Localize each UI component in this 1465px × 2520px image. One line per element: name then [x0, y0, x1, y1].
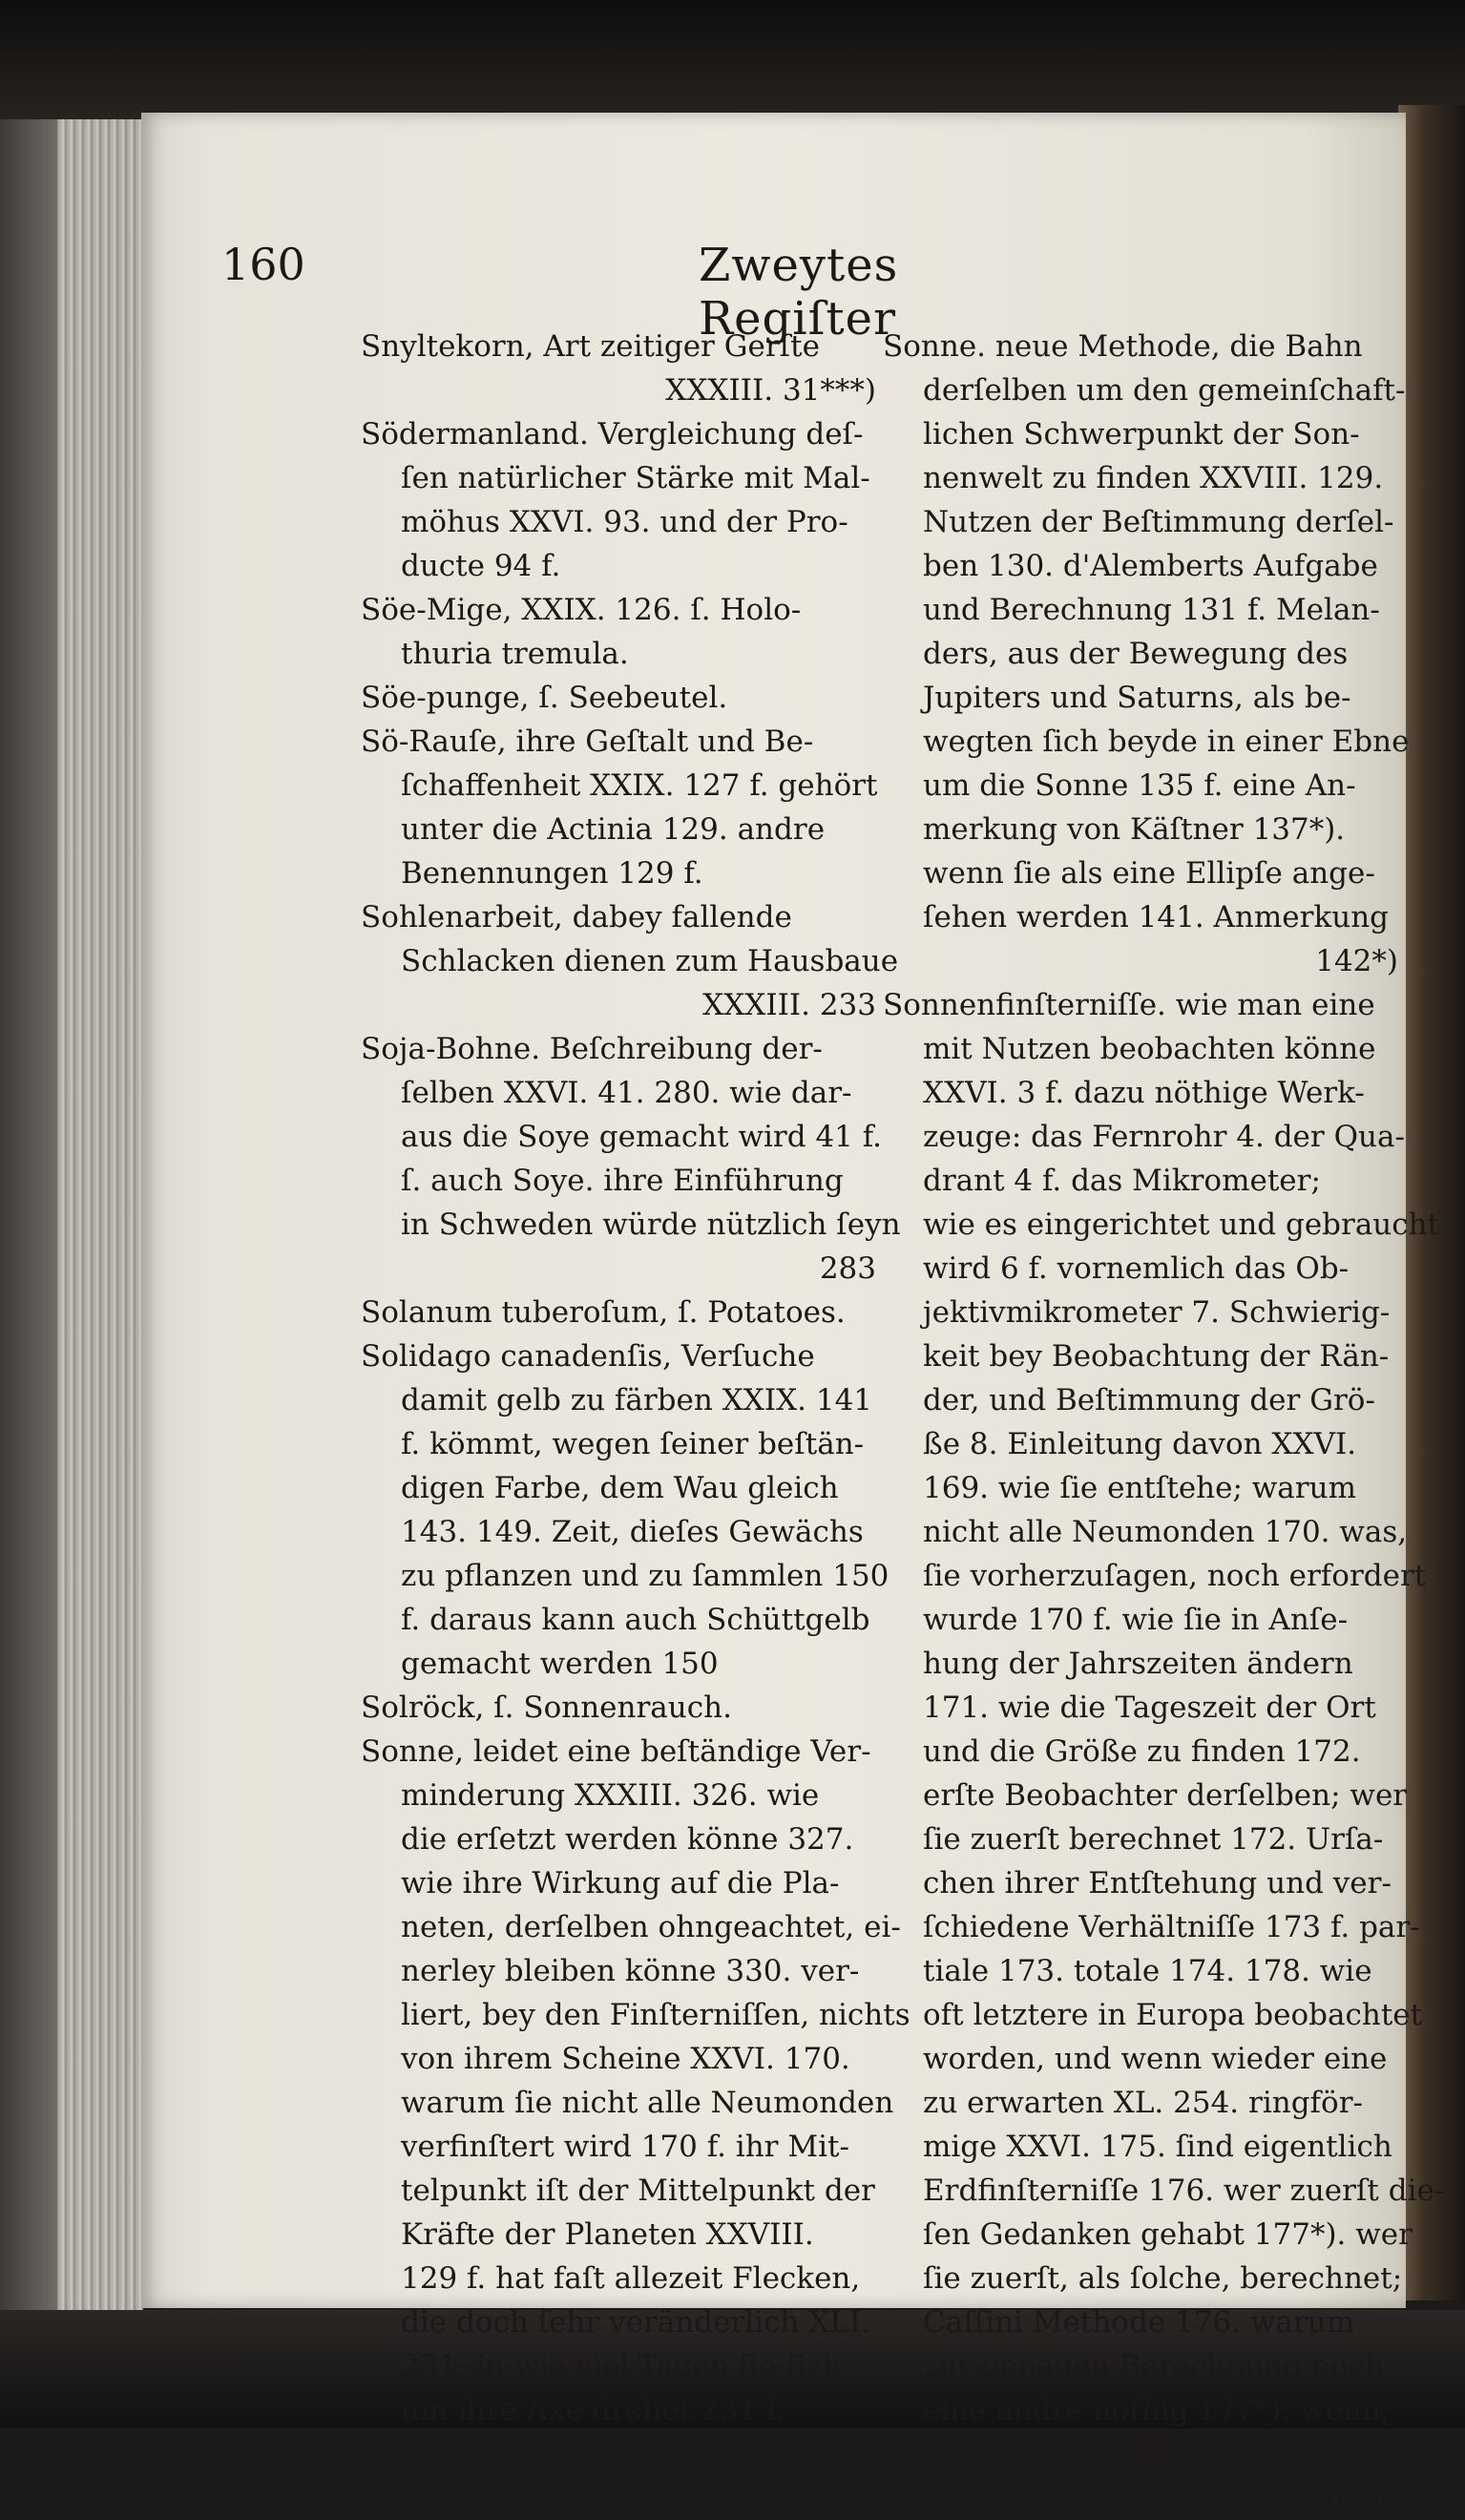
index-entry-start: Soja-Bohne. Beſchreibung der-: [361, 1032, 823, 1066]
index-entry-line: 171. wie die Tageszeit der Ort: [923, 1690, 1376, 1725]
index-entry-line: ſie zuerſt, als ſolche, berechnet;: [923, 2261, 1403, 2296]
index-column-left: [361, 325, 910, 2432]
index-entry-line: drant 4 f. das Mikrometer;: [923, 1164, 1321, 1198]
index-entry-line: ben 130. d'Alemberts Aufgabe: [923, 549, 1378, 583]
index-entry-line: Jupiters und Saturns, als be-: [923, 681, 1351, 715]
index-entry-line: zu pflanzen und zu ſammlen 150: [401, 1559, 889, 1593]
index-entry-start: Södermanland. Vergleichung deſ-: [361, 417, 864, 452]
index-entry-line: f. daraus kann auch Schüttgelb: [401, 1603, 870, 1637]
index-entry-line: worden, und wenn wieder eine: [923, 2042, 1388, 2076]
index-entry-line: um die Sonne 135 f. eine An-: [923, 768, 1356, 803]
index-entry-line: unter die Actinia 129. andre: [401, 812, 826, 847]
index-entry-line: zur genauen Berechnung noch: [923, 2349, 1384, 2384]
index-entry-line: Schlacken dienen zum Hausbaue: [401, 944, 899, 978]
index-entry-line: 143. 149. Zeit, dieſes Gewächs: [401, 1515, 864, 1549]
index-entry-start: Solanum tuberoſum, ſ. Potatoes.: [361, 1295, 846, 1330]
index-entry-line: ders, aus der Bewegung des: [923, 637, 1349, 671]
running-title: Zweytes Regiſter: [699, 239, 899, 346]
index-entry-line: Caſſini Methode 176. warum: [923, 2305, 1355, 2340]
index-entry-line: lichen Schwerpunkt der Son-: [923, 417, 1360, 452]
index-entry-line: nerley bleiben könne 330. ver-: [401, 1954, 860, 1988]
index-entry-line: ſen natürlicher Stärke mit Mal-: [401, 461, 870, 495]
index-entry-line: ſchaffenheit XXIX. 127 f. gehört: [401, 768, 878, 803]
index-entry-line: Nutzen der Beſtimmung derſel-: [923, 505, 1394, 539]
index-entry-line: keit bey Beobachtung der Rän-: [923, 1339, 1390, 1374]
index-entry-line: XXXIII. 233: [702, 988, 876, 1022]
index-entry-line: nicht alle Neumonden 170. was,: [923, 1515, 1408, 1549]
index-entry-start: Sonne, leidet eine beſtändige Ver-: [361, 1734, 871, 1769]
index-entry-line: zeuge: das Fernrohr 4. der Qua-: [923, 1120, 1405, 1154]
index-entry-line: aus die Soye gemacht wird 41 f.: [401, 1120, 882, 1154]
index-entry-line: merkung von Käſtner 137*).: [923, 812, 1346, 847]
index-entry-line: die erſetzt werden könne 327.: [401, 1822, 854, 1857]
index-entry-line: 129 f. hat faſt allezeit Flecken,: [401, 2261, 861, 2296]
index-entry-line: minderung XXXIII. 326. wie: [401, 1778, 820, 1813]
index-entry-start: Sonnenfinſterniſſe. wie man eine: [883, 988, 1375, 1022]
index-entry-start: Solidago canadenſis, Verſuche: [361, 1339, 815, 1374]
index-entry-line: derſelben um den gemeinſchaft-: [923, 373, 1406, 408]
index-entry-start: Sö-Rauſe, ihre Geſtalt und Be-: [361, 724, 814, 759]
index-entry-start: Snyltekorn, Art zeitiger Gerſte: [361, 329, 820, 364]
index-entry-line: ſen Gedanken gehabt 177*). wer: [923, 2217, 1413, 2252]
index-entry-line: wurde 170 f. wie ſie in Anſe-: [923, 1603, 1349, 1637]
index-entry-line: Kräfte der Planeten XXVIII.: [401, 2217, 814, 2252]
index-entry-line: die doch ſehr veränderlich XLI.: [401, 2305, 871, 2340]
index-entry-line: erſte Beobachter derſelben; wer: [923, 1778, 1408, 1813]
index-entry-line: tiale 173. totale 174. 178. wie: [923, 1954, 1372, 1988]
index-entry-line: ſ. auch Soye. ihre Einführung: [401, 1164, 844, 1198]
index-entry-start: Söe-punge, ſ. Seebeutel.: [361, 681, 728, 715]
index-entry-line: telpunkt iſt der Mittelpunkt der: [401, 2174, 875, 2208]
index-entry-line: f. kömmt, wegen ſeiner beſtän-: [401, 1427, 865, 1461]
page-header: [221, 239, 1014, 346]
index-entry-line: ſie zuerſt berechnet 172. Urſa-: [923, 1822, 1384, 1857]
index-entry-line: neten, derſelben ohngeachtet, ei-: [401, 1910, 901, 1944]
index-entry-line: wird 6 f. vornemlich das Ob-: [923, 1251, 1350, 1286]
index-entry-line: verfinſtert wird 170 f. ihr Mit-: [401, 2130, 849, 2164]
index-entry-line: 169. wie ſie entſtehe; warum: [923, 1471, 1356, 1505]
index-entry-line: und Berechnung 131 f. Melan-: [923, 593, 1380, 627]
index-entry-line: XXVI. 3 f. dazu nöthige Werk-: [923, 1076, 1365, 1110]
index-entry-line: mit Nutzen beobachten könne: [923, 1032, 1376, 1066]
index-entry-line: thuria tremula.: [401, 637, 629, 671]
index-entry-line: möhus XXVI. 93. und der Pro-: [401, 505, 848, 539]
index-entry-line: ße 8. Einleitung davon XXVI.: [923, 1427, 1357, 1461]
index-entry-line: Erdfinſterniſſe 176. wer zuerſt die-: [923, 2174, 1445, 2208]
index-entry-line: oft letztere in Europa beobachtet: [923, 1998, 1423, 2032]
index-entry-line: ſchiedene Verhältniſſe 173 f. par-: [923, 1910, 1420, 1944]
index-entry-line: 283: [819, 1251, 876, 1286]
index-entry-line: nenwelt zu finden XXVIII. 129.: [923, 461, 1384, 495]
index-entry-line: eine andre nöthig 177*). wenn,: [923, 2393, 1391, 2427]
index-entry-line: digen Farbe, dem Wau gleich: [401, 1471, 839, 1505]
index-entry-line: liert, bey den Finſterniſſen, nichts: [401, 1998, 910, 2032]
index-entry-line: ducte 94 f.: [401, 549, 561, 583]
page-number: 160: [221, 239, 305, 290]
index-entry-line: 142*): [1315, 944, 1398, 978]
index-entry-line: mige XXVI. 175. ſind eigentlich: [923, 2130, 1392, 2164]
index-entry-line: hung der Jahrszeiten ändern: [923, 1647, 1353, 1681]
index-entry-line: einem: [1307, 2481, 1398, 2515]
index-entry-line: ſie vorherzuſagen, noch erfordert: [923, 1559, 1427, 1593]
index-entry-line: um ihre Axe drehet 231 f.: [401, 2393, 786, 2427]
index-entry-line: jektivmikrometer 7. Schwierig-: [923, 1295, 1391, 1330]
index-entry-line: in Schweden würde nützlich ſeyn: [401, 1208, 901, 1242]
index-entry-line: von ihrem Scheine XXVI. 170.: [401, 2042, 850, 2076]
index-entry-line: zu erwarten XL. 254. ringför-: [923, 2086, 1363, 2120]
book-cover-edge: [0, 119, 57, 2315]
index-entry-line: wenn ſie als eine Ellipſe ange-: [923, 856, 1375, 891]
index-entry-line: 231. in wie viel Tagen ſie ſich: [401, 2349, 842, 2384]
background-top: [0, 0, 1465, 119]
index-entry-line: ſelben XXVI. 41. 280. wie dar-: [401, 1076, 852, 1110]
index-entry-line: der, und Beſtimmung der Grö-: [923, 1383, 1375, 1418]
index-entry-line: Benennungen 129 f.: [401, 856, 703, 891]
index-entry-start: Sonne. neue Methode, die Bahn: [883, 329, 1363, 364]
index-column-right: [883, 325, 1445, 2520]
index-entry-line: wie es eingerichtet und gebraucht: [923, 1208, 1440, 1242]
index-entry-start: Solröck, ſ. Sonnenrauch.: [361, 1690, 732, 1725]
index-entry-line: gemacht werden 150: [401, 1647, 719, 1681]
index-entry-line: wegten ſich beyde in einer Ebne: [923, 724, 1410, 759]
index-entry-line: XXXIII. 31***): [665, 373, 876, 408]
index-entry-line: wie ihre Wirkung auf die Pla-: [401, 1866, 840, 1900]
index-entry-line: chen ihrer Entſtehung und ver-: [923, 1866, 1392, 1900]
index-entry-start: Sohlenarbeit, dabey fallende: [361, 900, 792, 934]
index-entry-line: und die Größe zu finden 172.: [923, 1734, 1361, 1769]
index-entry-start: Söe-Mige, XXIX. 126. ſ. Holo-: [361, 593, 802, 627]
index-entry-line: warum ſie nicht alle Neumonden: [401, 2086, 894, 2120]
index-entry-line: ſehen werden 141. Anmerkung: [923, 900, 1390, 934]
index-entry-line: damit gelb zu färben XXIX. 141: [401, 1383, 873, 1418]
index-entry-line: und warum mehr, als zwey, in: [923, 2437, 1368, 2471]
